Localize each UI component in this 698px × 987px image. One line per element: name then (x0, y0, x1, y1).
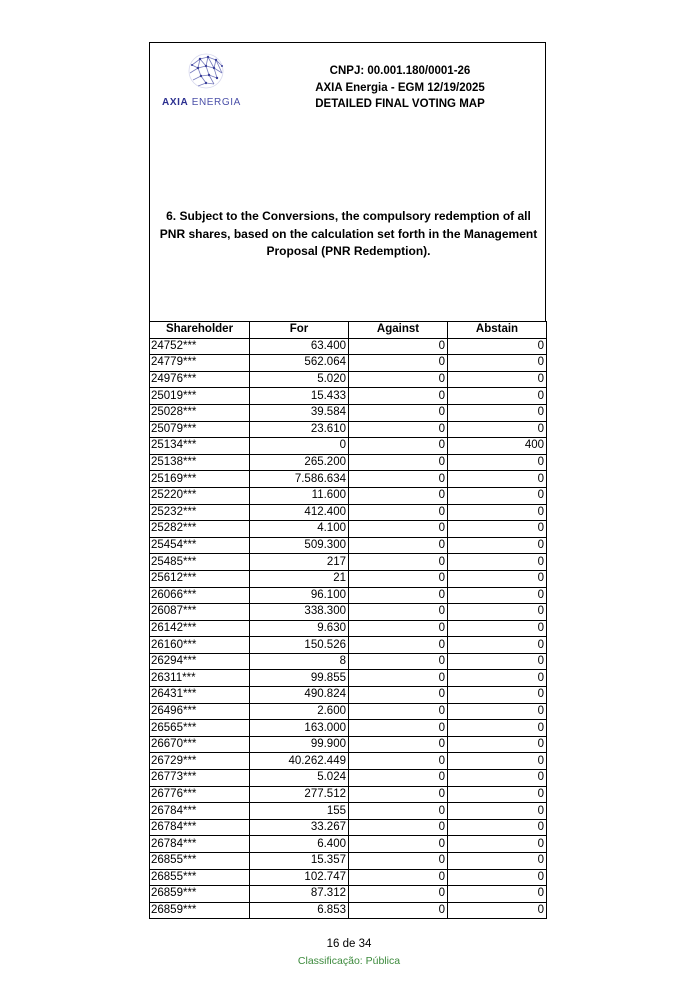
against-cell: 0 (349, 504, 448, 521)
for-cell: 23.610 (250, 421, 349, 438)
for-cell: 217 (250, 554, 349, 571)
table-row (150, 902, 547, 919)
for-cell: 63.400 (250, 338, 349, 355)
table-row (150, 388, 547, 405)
abstain-cell: 0 (448, 454, 547, 471)
abstain-cell: 0 (448, 338, 547, 355)
shareholder-cell: 25079*** (150, 421, 250, 438)
against-cell: 0 (349, 471, 448, 488)
column-header-against: Against (349, 322, 448, 339)
table-row (150, 770, 547, 787)
table-row (150, 537, 547, 554)
shareholder-cell: 25028*** (150, 404, 250, 421)
against-cell: 0 (349, 438, 448, 455)
shareholder-cell: 24779*** (150, 355, 250, 372)
for-cell: 40.262.449 (250, 753, 349, 770)
shareholder-cell: 25019*** (150, 388, 250, 405)
shareholder-cell: 26565*** (150, 720, 250, 737)
table-row (150, 620, 547, 637)
against-cell: 0 (349, 753, 448, 770)
shareholder-cell: 26066*** (150, 587, 250, 604)
meeting-line: AXIA Energia - EGM 12/19/2025 (315, 81, 485, 94)
abstain-cell: 0 (448, 388, 547, 405)
against-cell: 0 (349, 521, 448, 538)
table-row (150, 703, 547, 720)
abstain-cell: 0 (448, 869, 547, 886)
for-cell: 5.024 (250, 770, 349, 787)
shareholder-cell: 25134*** (150, 438, 250, 455)
shareholder-cell: 25220*** (150, 487, 250, 504)
table-row (150, 819, 547, 836)
against-cell: 0 (349, 637, 448, 654)
shareholder-cell: 24752*** (150, 338, 250, 355)
for-cell: 265.200 (250, 454, 349, 471)
abstain-cell: 0 (448, 720, 547, 737)
for-cell: 4.100 (250, 521, 349, 538)
logo-brand-primary: AXIA (162, 97, 189, 108)
table-row (150, 637, 547, 654)
shareholder-cell: 26294*** (150, 653, 250, 670)
table-row (150, 653, 547, 670)
document-heading (260, 63, 540, 113)
abstain-cell: 0 (448, 770, 547, 787)
for-cell: 15.433 (250, 388, 349, 405)
for-cell: 99.900 (250, 736, 349, 753)
for-cell: 9.630 (250, 620, 349, 637)
abstain-cell: 0 (448, 836, 547, 853)
table-row (150, 604, 547, 621)
voting-table (149, 321, 547, 919)
abstain-cell: 0 (448, 819, 547, 836)
shareholder-cell: 26729*** (150, 753, 250, 770)
for-cell: 15.357 (250, 853, 349, 870)
for-cell: 6.853 (250, 902, 349, 919)
table-row (150, 521, 547, 538)
shareholder-cell: 25232*** (150, 504, 250, 521)
table-row (150, 454, 547, 471)
agenda-item-subject: 6. Subject to the Conversions, the compulsory redemption of all PNR shares, based on the calculation set forth in the Management Proposal (PNR Redemption). (159, 209, 538, 258)
abstain-cell: 0 (448, 421, 547, 438)
for-cell: 87.312 (250, 886, 349, 903)
table-row (150, 687, 547, 704)
for-cell: 163.000 (250, 720, 349, 737)
company-logo (162, 51, 252, 111)
column-header-shareholder: Shareholder (150, 322, 250, 339)
for-cell: 155 (250, 803, 349, 820)
for-cell: 277.512 (250, 786, 349, 803)
table-row (150, 803, 547, 820)
shareholder-cell: 26670*** (150, 736, 250, 753)
for-cell: 99.855 (250, 670, 349, 687)
shareholder-cell: 26773*** (150, 770, 250, 787)
classification-label: Classificação: Pública (297, 955, 401, 967)
against-cell: 0 (349, 836, 448, 853)
for-cell: 102.747 (250, 869, 349, 886)
table-header-row (150, 322, 547, 339)
against-cell: 0 (349, 853, 448, 870)
document-header-box (149, 42, 546, 321)
abstain-cell: 0 (448, 404, 547, 421)
abstain-cell: 0 (448, 902, 547, 919)
for-cell: 33.267 (250, 819, 349, 836)
against-cell: 0 (349, 355, 448, 372)
against-cell: 0 (349, 371, 448, 388)
against-cell: 0 (349, 720, 448, 737)
table-row (150, 886, 547, 903)
against-cell: 0 (349, 653, 448, 670)
column-header-abstain: Abstain (448, 322, 547, 339)
table-row (150, 355, 547, 372)
abstain-cell: 0 (448, 886, 547, 903)
against-cell: 0 (349, 687, 448, 704)
for-cell: 338.300 (250, 604, 349, 621)
for-cell: 7.586.634 (250, 471, 349, 488)
against-cell: 0 (349, 670, 448, 687)
abstain-cell: 0 (448, 620, 547, 637)
against-cell: 0 (349, 487, 448, 504)
for-cell: 412.400 (250, 504, 349, 521)
table-row (150, 786, 547, 803)
logo-brand-secondary: ENERGIA (191, 97, 241, 108)
table-row (150, 404, 547, 421)
table-row (150, 853, 547, 870)
abstain-cell: 0 (448, 670, 547, 687)
against-cell: 0 (349, 886, 448, 903)
shareholder-cell: 26431*** (150, 687, 250, 704)
shareholder-cell: 25138*** (150, 454, 250, 471)
shareholder-cell: 26855*** (150, 853, 250, 870)
shareholder-cell: 26087*** (150, 604, 250, 621)
abstain-cell: 0 (448, 554, 547, 571)
shareholder-cell: 26784*** (150, 836, 250, 853)
against-cell: 0 (349, 902, 448, 919)
table-row (150, 554, 547, 571)
against-cell: 0 (349, 803, 448, 820)
abstain-cell: 0 (448, 537, 547, 554)
column-header-for: For (250, 322, 349, 339)
for-cell: 21 (250, 570, 349, 587)
for-cell: 5.020 (250, 371, 349, 388)
abstain-cell: 0 (448, 570, 547, 587)
for-cell: 490.824 (250, 687, 349, 704)
for-cell: 0 (250, 438, 349, 455)
table-row (150, 720, 547, 737)
abstain-cell: 0 (448, 355, 547, 372)
shareholder-cell: 25282*** (150, 521, 250, 538)
for-cell: 11.600 (250, 487, 349, 504)
table-body (150, 338, 547, 919)
abstain-cell: 0 (448, 786, 547, 803)
shareholder-cell: 25612*** (150, 570, 250, 587)
table-row (150, 753, 547, 770)
globe-mesh-icon (184, 51, 228, 91)
for-cell: 96.100 (250, 587, 349, 604)
against-cell: 0 (349, 388, 448, 405)
table-row (150, 670, 547, 687)
against-cell: 0 (349, 454, 448, 471)
for-cell: 39.584 (250, 404, 349, 421)
for-cell: 2.600 (250, 703, 349, 720)
abstain-cell: 0 (448, 703, 547, 720)
abstain-cell: 0 (448, 521, 547, 538)
abstain-cell: 0 (448, 653, 547, 670)
shareholder-cell: 25454*** (150, 537, 250, 554)
against-cell: 0 (349, 770, 448, 787)
shareholder-cell: 26859*** (150, 886, 250, 903)
for-cell: 8 (250, 653, 349, 670)
abstain-cell: 0 (448, 803, 547, 820)
abstain-cell: 0 (448, 504, 547, 521)
against-cell: 0 (349, 554, 448, 571)
shareholder-cell: 25485*** (150, 554, 250, 571)
abstain-cell: 0 (448, 637, 547, 654)
shareholder-cell: 25169*** (150, 471, 250, 488)
table-row (150, 736, 547, 753)
for-cell: 6.400 (250, 836, 349, 853)
for-cell: 562.064 (250, 355, 349, 372)
against-cell: 0 (349, 537, 448, 554)
page-number: 16 de 34 (326, 938, 372, 950)
abstain-cell: 0 (448, 587, 547, 604)
against-cell: 0 (349, 421, 448, 438)
abstain-cell: 0 (448, 471, 547, 488)
table-row (150, 471, 547, 488)
abstain-cell: 0 (448, 371, 547, 388)
for-cell: 150.526 (250, 637, 349, 654)
shareholder-cell: 26784*** (150, 819, 250, 836)
abstain-cell: 0 (448, 753, 547, 770)
shareholder-cell: 26859*** (150, 902, 250, 919)
abstain-cell: 0 (448, 604, 547, 621)
shareholder-cell: 26784*** (150, 803, 250, 820)
shareholder-cell: 26160*** (150, 637, 250, 654)
against-cell: 0 (349, 338, 448, 355)
cnpj-line: CNPJ: 00.001.180/0001-26 (329, 65, 471, 77)
shareholder-cell: 26311*** (150, 670, 250, 687)
abstain-cell: 400 (448, 438, 547, 455)
against-cell: 0 (349, 703, 448, 720)
for-cell: 509.300 (250, 537, 349, 554)
logo-wordmark (162, 97, 241, 108)
table-row (150, 338, 547, 355)
table-row (150, 504, 547, 521)
shareholder-cell: 24976*** (150, 371, 250, 388)
table-row (150, 869, 547, 886)
abstain-cell: 0 (448, 487, 547, 504)
table-row (150, 487, 547, 504)
shareholder-cell: 26776*** (150, 786, 250, 803)
table-row (150, 570, 547, 587)
shareholder-cell: 26855*** (150, 869, 250, 886)
table-row (150, 421, 547, 438)
table-row (150, 371, 547, 388)
against-cell: 0 (349, 620, 448, 637)
document-title: DETAILED FINAL VOTING MAP (315, 98, 485, 110)
against-cell: 0 (349, 819, 448, 836)
against-cell: 0 (349, 736, 448, 753)
against-cell: 0 (349, 404, 448, 421)
table-row (150, 836, 547, 853)
against-cell: 0 (349, 570, 448, 587)
shareholder-cell: 26142*** (150, 620, 250, 637)
table-row (150, 438, 547, 455)
against-cell: 0 (349, 869, 448, 886)
against-cell: 0 (349, 604, 448, 621)
shareholder-cell: 26496*** (150, 703, 250, 720)
abstain-cell: 0 (448, 736, 547, 753)
against-cell: 0 (349, 587, 448, 604)
abstain-cell: 0 (448, 687, 547, 704)
abstain-cell: 0 (448, 853, 547, 870)
table-row (150, 587, 547, 604)
against-cell: 0 (349, 786, 448, 803)
